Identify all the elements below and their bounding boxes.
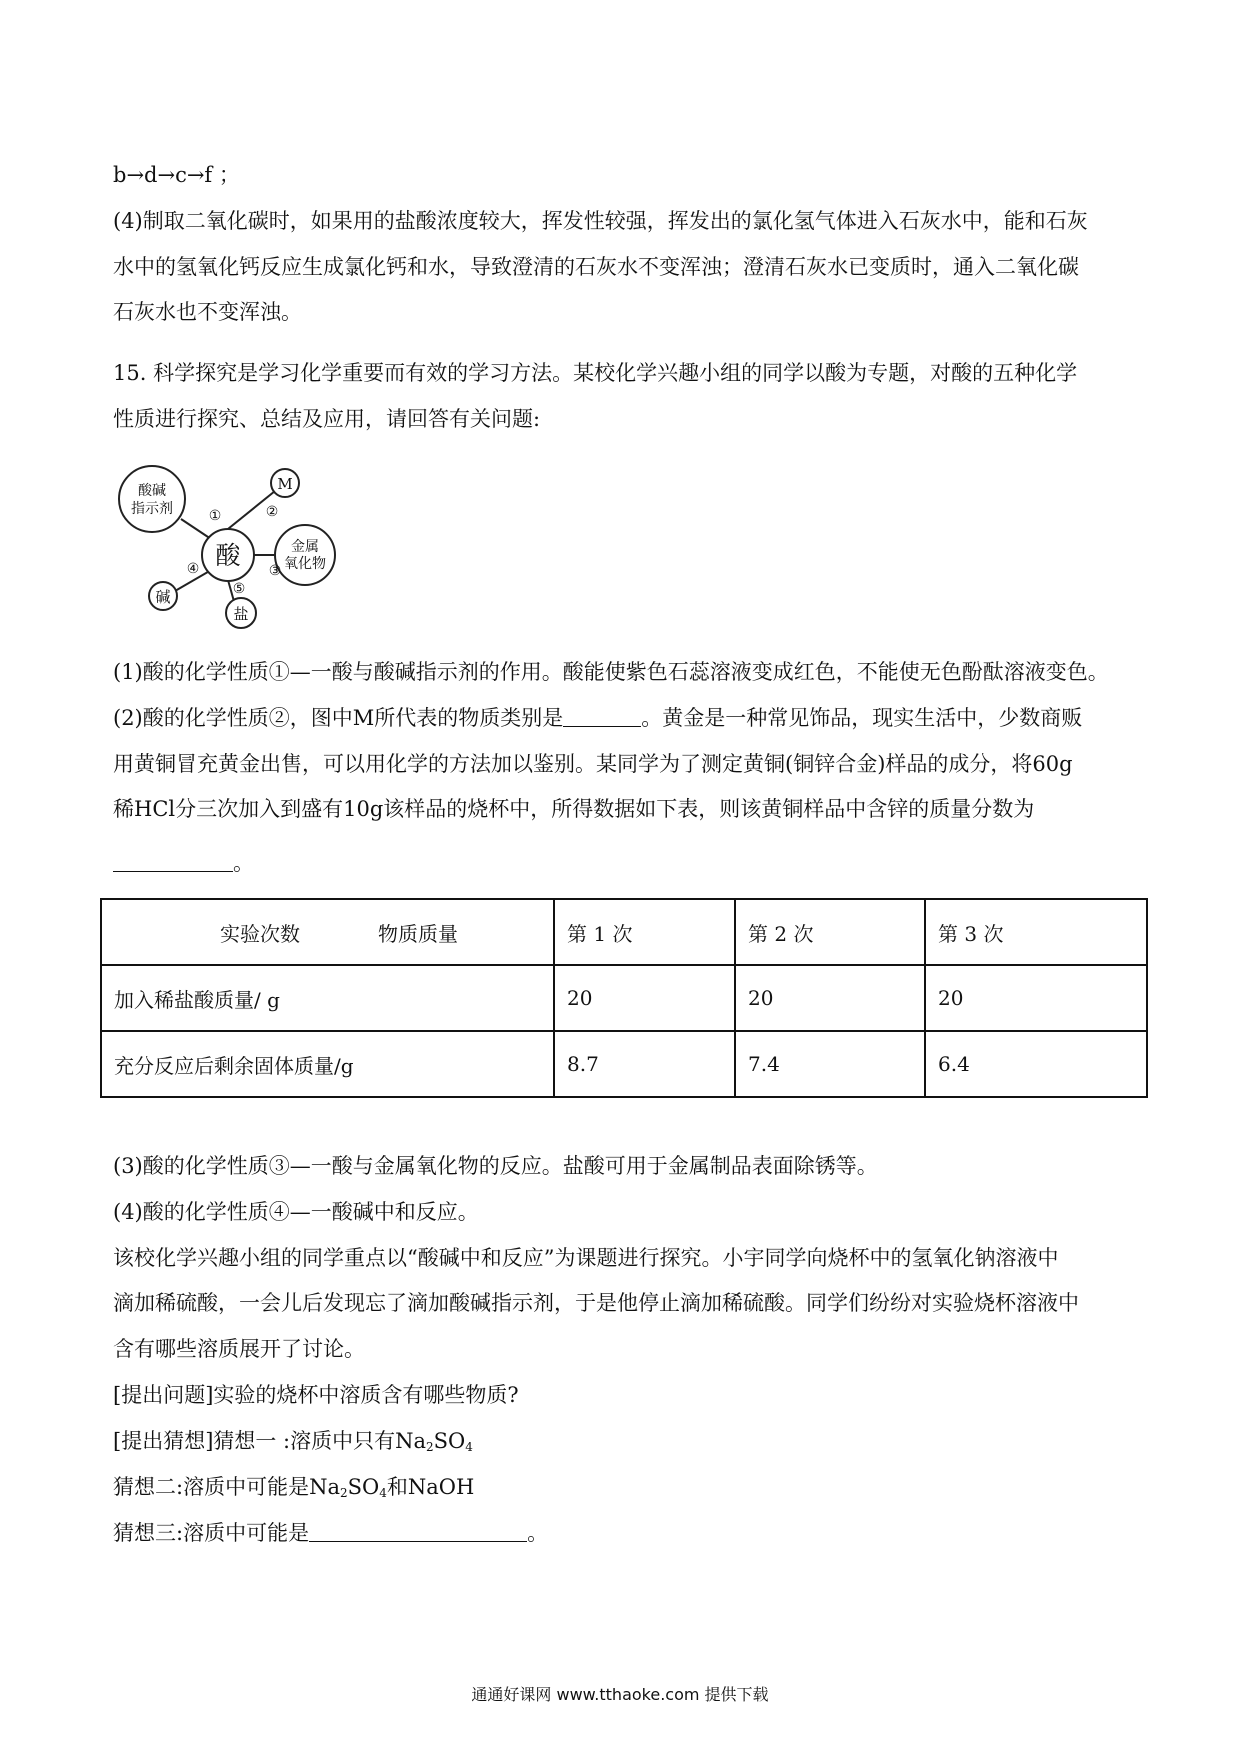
answer-blank-zinc-fraction	[113, 849, 233, 872]
center-acid-label: 酸	[215, 541, 241, 570]
number-2: ②	[265, 504, 279, 520]
table-header-cell	[101, 899, 554, 965]
number-3: ③	[268, 563, 282, 579]
text-segment: 。黄金是一种常见饰品，现实生活中，少数商贩	[641, 706, 1083, 730]
table-header-cell: 第 1 次	[554, 899, 735, 965]
table-header-cell: 第 3 次	[925, 899, 1147, 965]
text-segment: 和NaOH	[386, 1475, 475, 1499]
table-row	[101, 1031, 1147, 1097]
indicator-label-2: 指示剂	[131, 501, 173, 517]
text-line: (1)酸的化学性质①—一酸与酸碱指示剂的作用。酸能使紫色石蕊溶液变成红色，不能使无色酚酞溶液变色。	[113, 660, 1109, 684]
subscript: 2	[426, 1440, 434, 1454]
text-line	[113, 1518, 548, 1548]
m-label: M	[277, 475, 293, 493]
header-trials: 实验次数	[220, 921, 300, 946]
text-segment: 。	[233, 851, 254, 875]
text-line	[113, 1472, 474, 1508]
text-line	[113, 703, 1082, 733]
acid-properties-diagram	[115, 465, 375, 630]
text-line: 用黄铜冒充黄金出售，可以用化学的方法加以鉴别。某同学为了测定黄铜(铜锌合金)样品的成分，将60g	[113, 752, 1073, 776]
text-line	[113, 1426, 473, 1462]
text-segment: 猜想二:溶质中可能是Na	[113, 1475, 340, 1499]
text-line: 滴加稀硫酸，一会儿后发现忘了滴加酸碱指示剂，于是他停止滴加稀硫酸。同学们纷纷对实验烧杯溶液中	[113, 1291, 1079, 1315]
text-segment: SO	[433, 1429, 466, 1453]
number-4: ④	[186, 561, 200, 577]
table-cell: 20	[735, 965, 925, 1031]
table-cell: 7.4	[735, 1031, 925, 1097]
salt-label: 盐	[233, 605, 249, 623]
subscript: 2	[339, 1486, 348, 1500]
table-header-cell: 第 2 次	[735, 899, 925, 965]
text-line: 石灰水也不变浑浊。	[113, 300, 302, 324]
subscript: 4	[465, 1440, 473, 1454]
text-line	[113, 848, 254, 878]
text-line: 含有哪些溶质展开了讨论。	[113, 1337, 365, 1361]
metal-oxide-label-1: 金属	[291, 539, 319, 555]
number-1: ①	[208, 508, 222, 524]
text-segment: SO	[347, 1475, 380, 1499]
text-line: (3)酸的化学性质③—一酸与金属氧化物的反应。盐酸可用于金属制品表面除锈等。	[113, 1154, 878, 1178]
metal-oxide-node	[275, 525, 335, 585]
question-15-stem: 15. 科学探究是学习化学重要而有效的学习方法。某校化学兴趣小组的同学以酸为专题，对酸的五种化学	[113, 361, 1078, 385]
answer-blank-guess3	[309, 1519, 527, 1542]
text-line: [提出问题]实验的烧杯中溶质含有哪些物质?	[113, 1383, 519, 1407]
text-segment: [提出猜想]猜想一 :溶质中只有Na	[113, 1429, 427, 1453]
text-line: 稀HCl分三次加入到盛有10g该样品的烧杯中，所得数据如下表，则该黄铜样品中含锌的质量分数为	[113, 797, 1035, 821]
base-label: 碱	[155, 588, 171, 606]
indicator-node	[119, 466, 185, 532]
metal-oxide-label-2: 氧化物	[284, 556, 326, 572]
table-cell: 20	[925, 965, 1147, 1031]
table-cell: 20	[554, 965, 735, 1031]
subscript: 4	[379, 1486, 387, 1500]
text-segment: 猜想三:溶质中可能是	[113, 1521, 310, 1545]
table-row	[101, 965, 1147, 1031]
text-segment: (2)酸的化学性质②，图中M所代表的物质类别是	[113, 706, 564, 730]
page-footer: 通通好课网 www.tthaoke.com 提供下载	[471, 1685, 769, 1704]
text-line: 该校化学兴趣小组的同学重点以“酸碱中和反应”为课题进行探究。小宇同学向烧杯中的氢氧化钠溶液中	[113, 1246, 1059, 1270]
text-line: (4)酸的化学性质④—一酸碱中和反应。	[113, 1200, 479, 1224]
text-line: 性质进行探究、总结及应用，请回答有关问题:	[113, 407, 541, 431]
indicator-label-1: 酸碱	[138, 483, 166, 499]
experiment-table	[100, 898, 1148, 1098]
table-cell: 加入稀盐酸质量/ g	[101, 965, 554, 1031]
text-line: (4)制取二氧化碳时，如果用的盐酸浓度较大，挥发性较强，挥发出的氯化氢气体进入石灰水中，能和石灰	[113, 209, 1088, 233]
text-line: b→d→c→f ；	[113, 163, 240, 187]
table-cell: 8.7	[554, 1031, 735, 1097]
answer-blank-m	[563, 704, 641, 727]
number-5: ⑤	[232, 581, 246, 597]
text-line: 水中的氢氧化钙反应生成氯化钙和水，导致澄清的石灰水不变浑浊；澄清石灰水已变质时，通入二氧化碳	[113, 255, 1079, 279]
header-mass: 物质质量	[378, 921, 458, 946]
table-header-row	[101, 899, 1147, 965]
text-segment: 。	[527, 1521, 549, 1545]
table-cell: 充分反应后剩余固体质量/g	[101, 1031, 554, 1097]
table-cell: 6.4	[925, 1031, 1147, 1097]
